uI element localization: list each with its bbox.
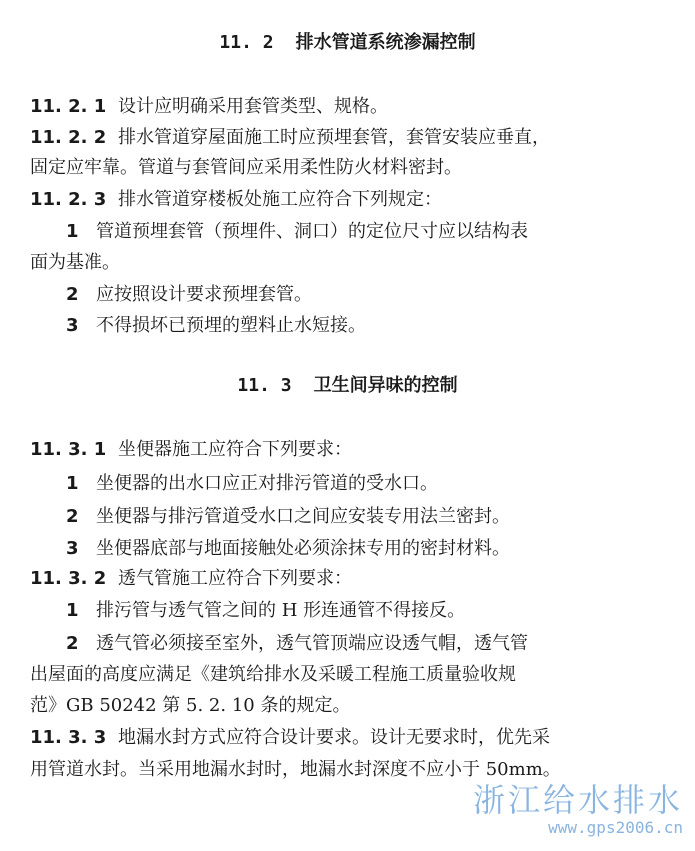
- item-text: 坐便器与排污管道受水口之间应安装专用法兰密封。: [96, 506, 510, 527]
- clause-11-3-3: [30, 724, 695, 752]
- watermark: [473, 782, 683, 838]
- item-continuation: 面为基准。: [30, 252, 120, 273]
- section-heading-11-2: [0, 29, 695, 57]
- watermark-title: 浙江给水排水: [472, 781, 683, 819]
- item-number: 1: [66, 473, 79, 494]
- clause-number: 11. 2. 3: [30, 189, 107, 210]
- list-item: [66, 218, 695, 246]
- list-item: [66, 597, 695, 625]
- clause-11-2-1: [30, 93, 695, 121]
- list-item: [66, 535, 695, 563]
- clause-number: 11. 2. 2: [30, 127, 107, 148]
- item-number: 1: [66, 221, 79, 242]
- clause-text: 坐便器施工应符合下列要求：: [118, 439, 352, 460]
- list-item: [66, 312, 695, 340]
- item-number: 1: [66, 600, 79, 621]
- item-number: 3: [66, 538, 79, 559]
- item-text: 透气管必须接至室外，透气管顶端应设透气帽，透气管: [96, 633, 528, 654]
- item-text: 排污管与透气管之间的 H 形连通管不得接反。: [96, 600, 466, 621]
- item-number: 3: [66, 315, 79, 336]
- clause-number: 11. 3. 2: [30, 568, 107, 589]
- clause-text: 设计应明确采用套管类型、规格。: [118, 96, 388, 117]
- item-text: 坐便器底部与地面接触处必须涂抹专用的密封材料。: [96, 538, 510, 559]
- item-text: 不得损坏已预埋的塑料止水短接。: [96, 315, 366, 336]
- clause-text: 地漏水封方式应符合设计要求。设计无要求时，优先采: [118, 727, 550, 748]
- clause-11-2-3: [30, 186, 695, 214]
- clause-number: 11. 3. 1: [30, 439, 107, 460]
- section-number: 11. 3: [237, 375, 292, 396]
- item-continuation: 范》GB 50242 第 5. 2. 10 条的规定。: [30, 695, 351, 716]
- section-title: 排水管道系统渗漏控制: [295, 32, 476, 53]
- clause-number: 11. 3. 3: [30, 727, 107, 748]
- item-text: 管道预埋套管（预埋件、洞口）的定位尺寸应以结构表: [96, 221, 528, 242]
- item-number: 2: [66, 284, 79, 305]
- clause-text: 排水管道穿屋面施工时应预埋套管，套管安装应垂直，: [118, 127, 550, 148]
- watermark-url: www.gps2006.cn: [548, 818, 683, 837]
- list-item: [66, 503, 695, 531]
- item-number: 2: [66, 633, 79, 654]
- section-title: 卫生间异味的控制: [313, 375, 458, 396]
- clause-11-3-2: [30, 565, 695, 593]
- clause-continuation: 用管道水封。当采用地漏水封时，地漏水封深度不应小于 50mm。: [30, 759, 561, 780]
- section-heading-11-3: [0, 372, 695, 400]
- clause-continuation: 固定应牢靠。管道与套管间应采用柔性防火材料密封。: [30, 157, 462, 178]
- section-number: 11. 2: [219, 32, 274, 53]
- list-item: [66, 470, 695, 498]
- list-item: [66, 281, 695, 309]
- clause-number: 11. 2. 1: [30, 96, 107, 117]
- clause-text: 排水管道穿楼板处施工应符合下列规定：: [118, 189, 442, 210]
- item-text: 坐便器的出水口应正对排污管道的受水口。: [96, 473, 438, 494]
- item-text: 应按照设计要求预埋套管。: [96, 284, 312, 305]
- item-continuation: 出屋面的高度应满足《建筑给排水及采暖工程施工质量验收规: [30, 664, 516, 685]
- list-item: [66, 630, 695, 658]
- clause-text: 透气管施工应符合下列要求：: [118, 568, 352, 589]
- clause-11-3-1: [30, 436, 695, 464]
- clause-11-2-2: [30, 124, 695, 152]
- item-number: 2: [66, 506, 79, 527]
